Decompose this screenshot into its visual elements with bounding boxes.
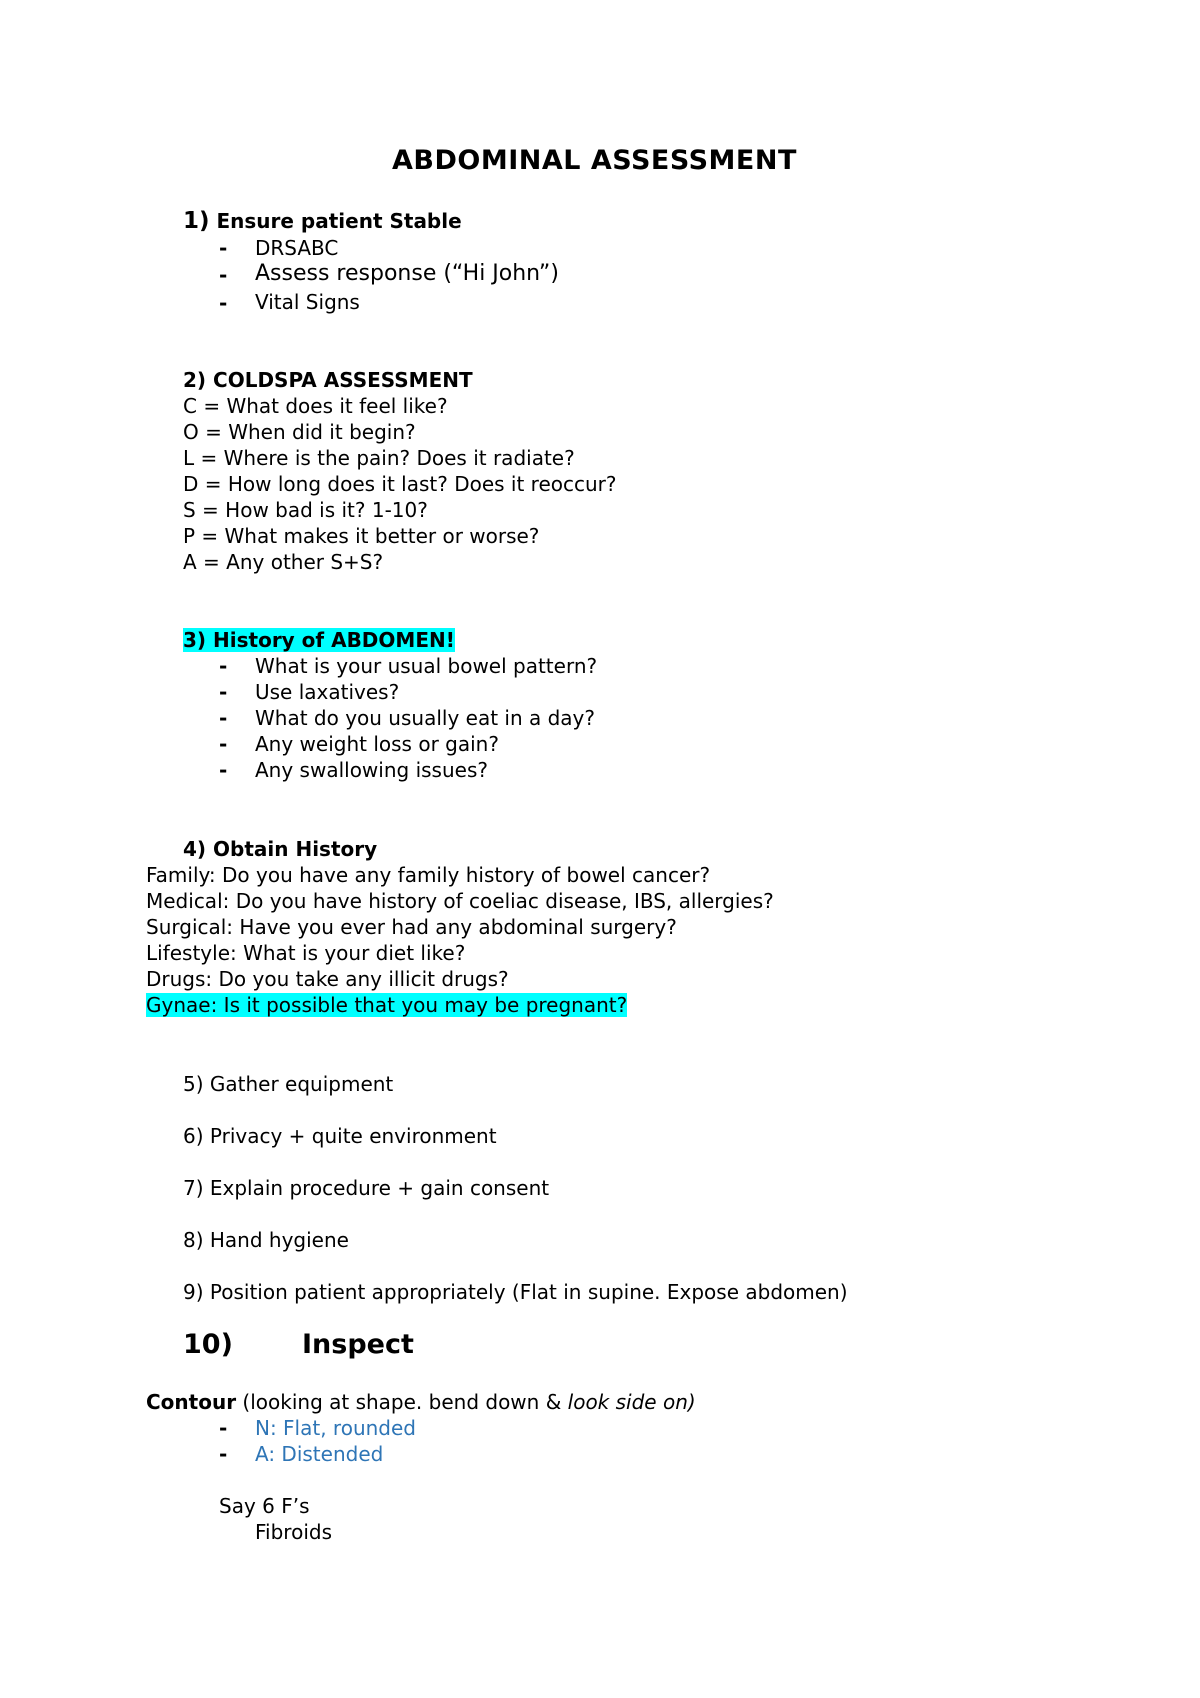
sub-item: Fibroids xyxy=(255,1520,332,1544)
contour-label: Contour xyxy=(146,1390,237,1414)
section-4-heading: 4) Obtain History xyxy=(183,837,378,861)
bullet-dash-icon: - xyxy=(219,236,228,260)
history-line: Medical: Do you have history of coeliac disease, IBS, allergies? xyxy=(146,889,774,913)
say-line: Say 6 F’s xyxy=(219,1494,310,1518)
coldspa-line: D = How long does it last? Does it reoccur? xyxy=(183,472,617,496)
bullet-dash-icon: - xyxy=(219,758,228,782)
coldspa-line: S = How bad is it? 1-10? xyxy=(183,498,428,522)
list-item: Use laxatives? xyxy=(255,680,400,704)
bullet-dash-icon: - xyxy=(219,1416,228,1440)
history-line: Lifestyle: What is your diet like? xyxy=(146,941,466,965)
list-item: Vital Signs xyxy=(255,290,360,314)
section-10-title: Inspect xyxy=(302,1329,414,1360)
list-item: N: Flat, rounded xyxy=(255,1416,416,1440)
section-3-heading xyxy=(183,627,455,653)
history-line: Surgical: Have you ever had any abdominal surgery? xyxy=(146,915,677,939)
highlighted-text: Gynae: Is it possible that you may be pregnant? xyxy=(146,993,628,1017)
section-2-heading: 2) COLDSPA ASSESSMENT xyxy=(183,368,473,392)
highlighted-heading: 3) History of ABDOMEN! xyxy=(183,628,455,652)
bullet-dash-icon: - xyxy=(219,263,228,287)
contour-italic-text: look side on) xyxy=(567,1390,696,1414)
list-item: What is your usual bowel pattern? xyxy=(255,654,598,678)
bullet-dash-icon: - xyxy=(219,706,228,730)
list-item: A: Distended xyxy=(255,1442,384,1466)
section-1-heading xyxy=(183,208,462,234)
section-10-number: 10) xyxy=(183,1329,233,1360)
history-line: Drugs: Do you take any illicit drugs? xyxy=(146,967,509,991)
coldspa-line: L = Where is the pain? Does it radiate? xyxy=(183,446,575,470)
coldspa-line: C = What does it feel like? xyxy=(183,394,448,418)
history-line-highlighted xyxy=(146,992,627,1018)
contour-text: (looking at shape. bend down & xyxy=(236,1390,568,1414)
bullet-dash-icon: - xyxy=(219,732,228,756)
bullet-dash-icon: - xyxy=(219,680,228,704)
coldspa-line: O = When did it begin? xyxy=(183,420,416,444)
bullet-dash-icon: - xyxy=(219,291,228,315)
list-item: Any weight loss or gain? xyxy=(255,732,499,756)
section-1-title: Ensure patient Stable xyxy=(216,209,462,233)
contour-line xyxy=(146,1389,696,1415)
list-item: What do you usually eat in a day? xyxy=(255,706,595,730)
step-item: 8) Hand hygiene xyxy=(183,1228,349,1252)
page-title: ABDOMINAL ASSESSMENT xyxy=(392,145,797,176)
section-1-number: 1) xyxy=(183,208,210,234)
list-item: DRSABC xyxy=(255,236,339,260)
step-item: 6) Privacy + quite environment xyxy=(183,1124,497,1148)
step-item: 5) Gather equipment xyxy=(183,1072,394,1096)
list-item: Assess response (“Hi John”) xyxy=(255,261,559,286)
step-item: 7) Explain procedure + gain consent xyxy=(183,1176,550,1200)
bullet-dash-icon: - xyxy=(219,654,228,678)
bullet-dash-icon: - xyxy=(219,1442,228,1466)
history-line: Family: Do you have any family history of bowel cancer? xyxy=(146,863,711,887)
step-item: 9) Position patient appropriately (Flat in supine. Expose abdomen) xyxy=(183,1280,848,1304)
coldspa-line: P = What makes it better or worse? xyxy=(183,524,540,548)
coldspa-line: A = Any other S+S? xyxy=(183,550,384,574)
list-item: Any swallowing issues? xyxy=(255,758,488,782)
